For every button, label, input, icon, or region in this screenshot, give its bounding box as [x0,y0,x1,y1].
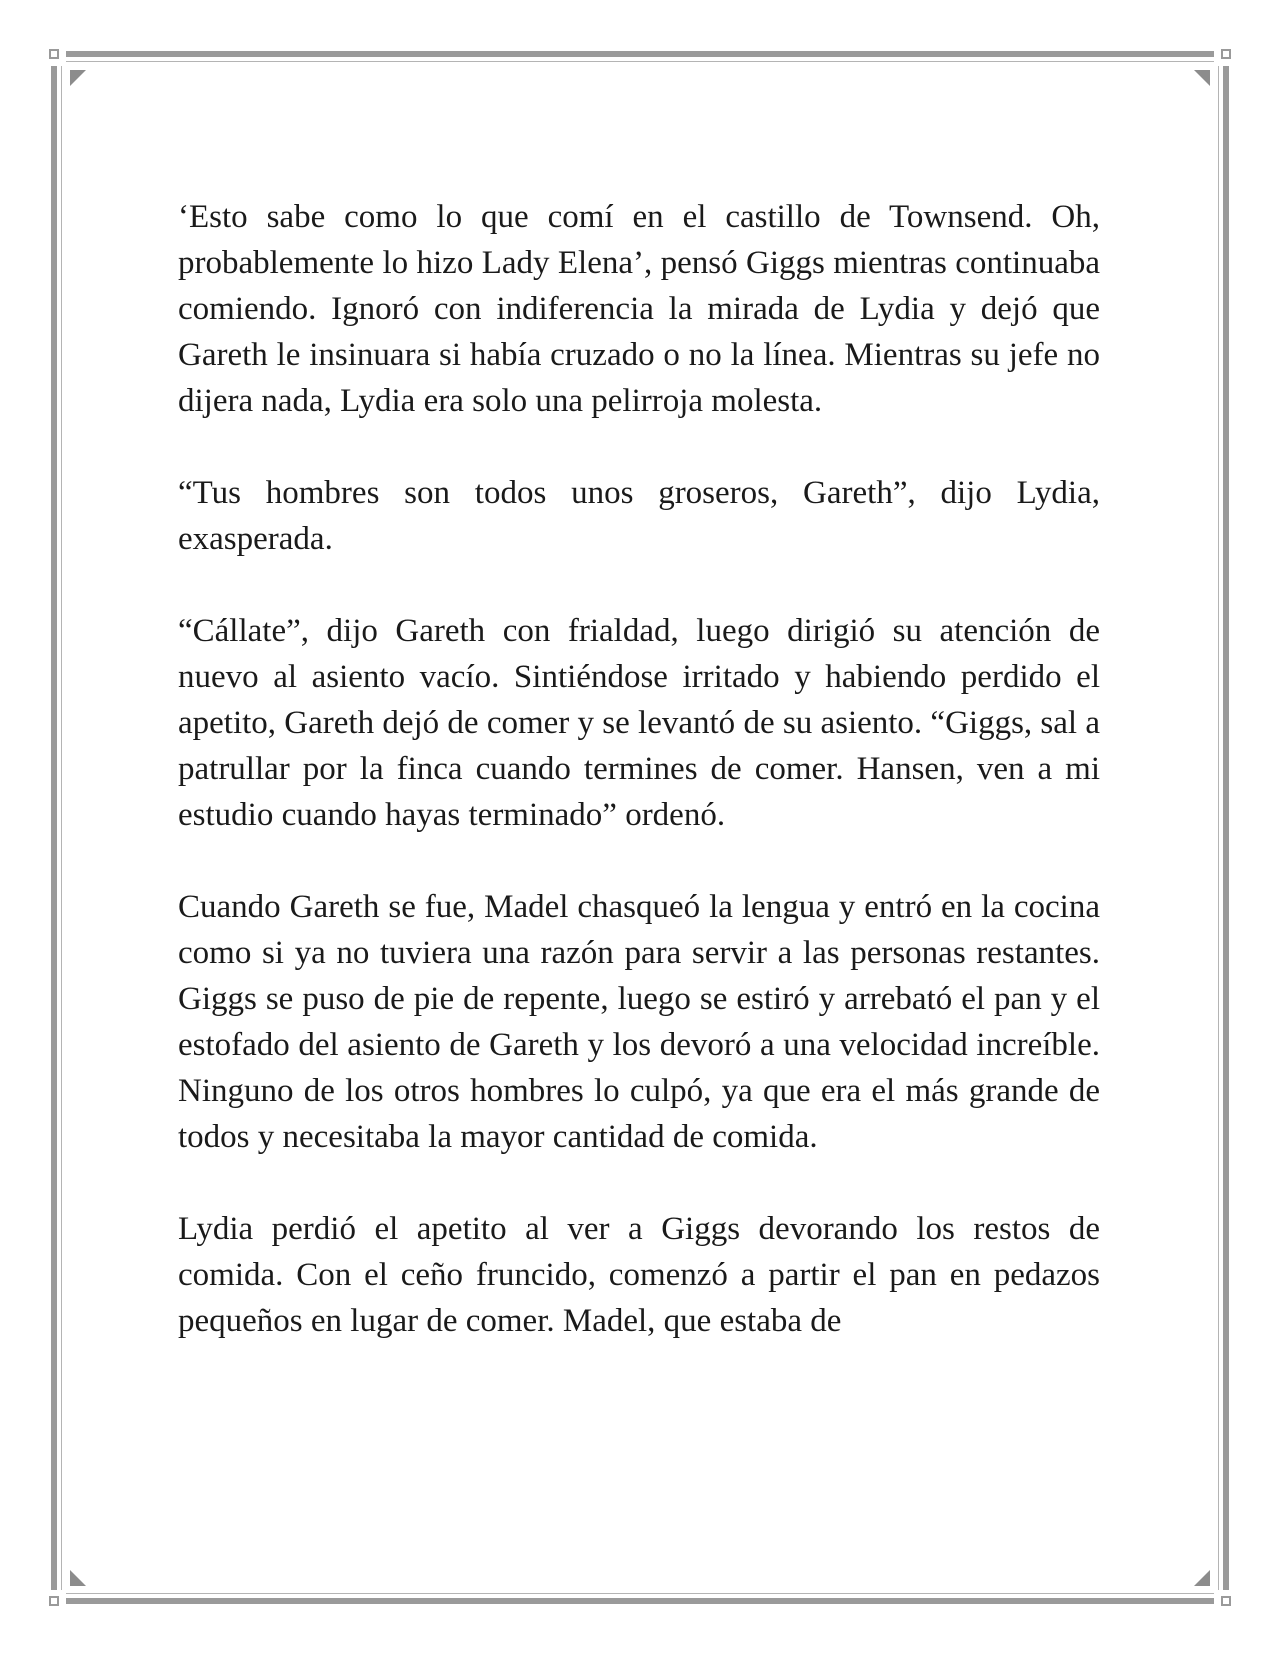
frame-border-right [1223,66,1229,1590]
frame-corner-square-bottom-right [1221,1596,1231,1606]
frame-inner-line-bottom [66,1593,1214,1594]
frame-border-left [51,66,57,1590]
paragraph: Lydia perdió el apetito al ver a Giggs devorando los restos de comida. Con el ceño fruncido, comenzó a partir el pan en pedazos pequeños en lugar de comer. Madel, que estaba de [178,1211,1100,1339]
corner-triangle-bottom-left-icon [70,1570,86,1586]
corner-triangle-top-left-icon [70,70,86,86]
paragraph: “Cállate”, dijo Gareth con frialdad, luego dirigió su atención de nuevo al asiento vacío. Sintiéndose irritado y habiendo perdido el apetito, Gareth dejó de comer y se levantó de su asiento. “Giggs, sal a patrullar por la finca cuando termines de comer. Hansen, ven a mi estudio cuando hayas terminado” ordenó. [178,613,1100,833]
paragraph: Cuando Gareth se fue, Madel chasqueó la lengua y entró en la cocina como si ya no tuviera una razón para servir a las personas restantes. Giggs se puso de pie de repente, luego se estiró y arrebató el pan y el estofado del asiento de Gareth y los devoró a una velocidad increíble. Ninguno de los otros hombres lo culpó, ya que era el más grande de todos y necesitaba la mayor cantidad de comida. [178,889,1100,1155]
frame-corner-square-top-right [1221,49,1231,59]
frame-corner-square-bottom-left [49,1596,59,1606]
frame-inner-line-left [61,66,62,1590]
corner-triangle-top-right-icon [1194,70,1210,86]
frame-corner-square-top-left [49,49,59,59]
paragraph: ‘Esto sabe como lo que comí en el castillo de Townsend. Oh, probablemente lo hizo Lady Elena’, pensó Giggs mientras continuaba comiendo. Ignoró con indiferencia la mirada de Lydia y dejó que Gareth le insinuara si había cruzado o no la línea. Mientras su jefe no dijera nada, Lydia era solo una pelirroja molesta. [178,199,1100,419]
frame-border-top [66,51,1214,57]
page-body [178,194,1100,1344]
paragraph: “Tus hombres son todos unos groseros, Gareth”, dijo Lydia, exasperada. [178,475,1100,557]
frame-inner-line-right [1218,66,1219,1590]
frame-border-bottom [66,1598,1214,1604]
corner-triangle-bottom-right-icon [1194,1570,1210,1586]
frame-inner-line-top [66,61,1214,62]
